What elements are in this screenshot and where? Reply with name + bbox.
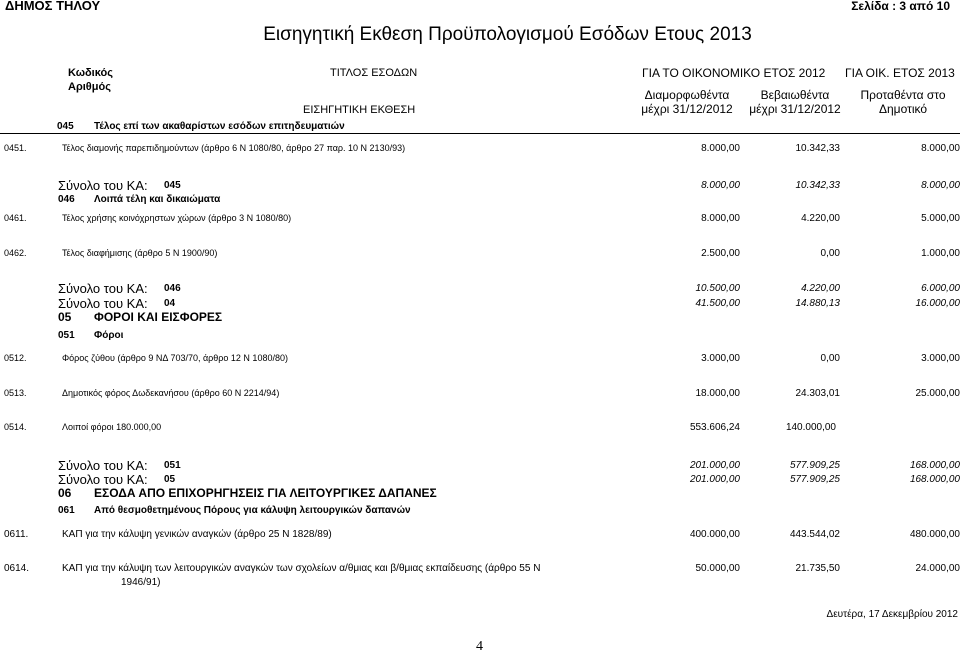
- col-formed-l2: μέχρι 31/12/2012: [641, 102, 733, 116]
- col-income-title: ΤΙΤΛΟΣ ΕΣΟΔΩΝ: [330, 67, 418, 79]
- page-indicator: Σελίδα : 3 από 10: [851, 0, 950, 13]
- col-proposed-l2: Δημοτικό: [878, 102, 928, 116]
- group-label: Λοιπά τέλη και δικαιώματα: [94, 194, 221, 205]
- row-proposed: 25.000,00: [915, 388, 960, 399]
- page-number: 4: [476, 639, 483, 654]
- row-proposed: 5.000,00: [921, 213, 960, 224]
- footer-date: Δευτέρα, 17 Δεκεμβρίου 2012: [826, 609, 958, 620]
- row-confirmed: 24.303,01: [795, 388, 840, 399]
- total-confirmed: 577.909,25: [789, 474, 840, 485]
- total-code: 051: [164, 460, 181, 471]
- col-code-l1: Κωδικός: [68, 67, 113, 79]
- row-code: 0513.: [4, 388, 27, 398]
- total-formed: 8.000,00: [701, 180, 740, 191]
- row-formed: 3.000,00: [701, 353, 740, 364]
- row-formed: 8.000,00: [701, 143, 740, 154]
- municipality-name: ΔΗΜΟΣ ΤΗΛΟΥ: [5, 0, 101, 13]
- row-proposed: 1.000,00: [921, 248, 960, 259]
- total-label: Σύνολο του ΚΑ:: [58, 472, 148, 487]
- group-code: 06: [58, 486, 72, 500]
- row-formed: 8.000,00: [701, 213, 740, 224]
- row-formed: 553.606,24: [689, 422, 740, 433]
- total-code: 04: [164, 298, 176, 309]
- report-title: Εισηγητική Εκθεση Προϋπολογισμού Εσόδων Ετους 2013: [263, 24, 752, 45]
- total-confirmed: 4.220,00: [801, 283, 840, 294]
- row-description-continued: 1946/91): [121, 577, 161, 588]
- row-confirmed: 0,00: [820, 248, 840, 259]
- row-proposed: 8.000,00: [921, 143, 960, 154]
- row-confirmed: 443.544,02: [789, 529, 840, 540]
- total-code: 045: [164, 180, 181, 191]
- row-description: Δημοτικός φόρος Δωδεκανήσου (άρθρο 60 Ν 2214/94): [62, 388, 280, 398]
- row-code: 0462.: [4, 248, 27, 258]
- total-proposed: 168.000,00: [909, 460, 960, 471]
- row-formed: 2.500,00: [701, 248, 740, 259]
- total-confirmed: 14.880,13: [795, 298, 840, 309]
- row-formed: 18.000,00: [695, 388, 740, 399]
- row-confirmed: 0,00: [820, 353, 840, 364]
- row-description: ΚΑΠ για την κάλυψη των λειτουργικών αναγκών των σχολείων α/θμιας και β/θμιας εκπαίδευσης (άρθρο 55 Ν: [62, 563, 541, 574]
- total-label: Σύνολο του ΚΑ:: [58, 178, 148, 193]
- row-code: 0451.: [4, 143, 27, 153]
- col-formed-l1: Διαμορφωθέντα: [644, 88, 730, 102]
- row-confirmed: 140.000,00: [785, 422, 836, 433]
- header-divider: [0, 133, 960, 134]
- row-proposed: 480.000,00: [909, 529, 960, 540]
- row-formed: 50.000,00: [695, 563, 740, 574]
- total-proposed: 16.000,00: [915, 298, 960, 309]
- group-code: 045: [57, 121, 74, 132]
- total-code: 05: [164, 474, 176, 485]
- total-code: 046: [164, 283, 181, 294]
- row-code: 0512.: [4, 353, 27, 363]
- col-report: ΕΙΣΗΓΗΤΙΚΗ ΕΚΘΕΣΗ: [303, 104, 416, 116]
- col-fy2013: ΓΙΑ ΟΙΚ. ΕΤΟΣ 2013: [845, 66, 955, 80]
- total-confirmed: 577.909,25: [789, 460, 840, 471]
- row-code: 0611.: [4, 529, 29, 540]
- row-proposed: 3.000,00: [921, 353, 960, 364]
- row-formed: 400.000,00: [689, 529, 740, 540]
- total-proposed: 6.000,00: [921, 283, 960, 294]
- total-label: Σύνολο του ΚΑ:: [58, 281, 148, 296]
- group-label: ΕΣΟΔΑ ΑΠΟ ΕΠΙΧΟΡΗΓΗΣΕΙΣ ΓΙΑ ΛΕΙΤΟΥΡΓΙΚΕΣ ΔΑΠΑΝΕΣ: [94, 486, 437, 500]
- col-fy2012: ΓΙΑ ΤΟ ΟΙΚΟΝΟΜΙΚΟ ΕΤΟΣ 2012: [642, 66, 826, 80]
- col-confirmed-l1: Βεβαιωθέντα: [760, 88, 830, 102]
- total-label: Σύνολο του ΚΑ:: [58, 296, 148, 311]
- row-description: Τέλος διαμονής παρεπιδημούντων (άρθρο 6 Ν 1080/80, άρθρο 27 παρ. 10 Ν 2130/93): [62, 143, 406, 153]
- row-confirmed: 21.735,50: [795, 563, 840, 574]
- row-description: Φόρος ζύθου (άρθρο 9 ΝΔ 703/70, άρθρο 12 Ν 1080/80): [62, 353, 288, 363]
- row-proposed: 24.000,00: [915, 563, 960, 574]
- total-proposed: 168.000,00: [909, 474, 960, 485]
- col-code-l2: Αριθμός: [68, 81, 111, 93]
- total-formed: 201.000,00: [689, 460, 740, 471]
- row-description: ΚΑΠ για την κάλυψη γενικών αναγκών (άρθρο 25 Ν 1828/89): [62, 529, 332, 540]
- col-proposed-l1: Προταθέντα στο: [860, 88, 946, 102]
- row-confirmed: 4.220,00: [801, 213, 840, 224]
- row-code: 0461.: [4, 213, 27, 223]
- group-code: 061: [58, 505, 75, 516]
- total-formed: 10.500,00: [695, 283, 740, 294]
- total-proposed: 8.000,00: [921, 180, 960, 191]
- group-code: 051: [58, 330, 75, 341]
- row-code: 0514.: [4, 422, 27, 432]
- total-formed: 201.000,00: [689, 474, 740, 485]
- group-label: Φόροι: [94, 330, 124, 341]
- group-code: 046: [58, 194, 75, 205]
- total-formed: 41.500,00: [695, 298, 740, 309]
- row-description: Λοιποί φόροι 180.000,00: [62, 422, 162, 432]
- row-confirmed: 10.342,33: [795, 143, 840, 154]
- total-label: Σύνολο του ΚΑ:: [58, 458, 148, 473]
- row-description: Τέλος διαφήμισης (άρθρο 5 Ν 1900/90): [62, 248, 218, 258]
- group-code: 05: [58, 310, 72, 324]
- group-label: Τέλος επί των ακαθαρίστων εσόδων επιτηδευματιών: [94, 121, 345, 132]
- group-label: ΦΟΡΟΙ ΚΑΙ ΕΙΣΦΟΡΕΣ: [94, 310, 223, 324]
- row-description: Τέλος χρήσης κοινόχρηστων χώρων (άρθρο 3 Ν 1080/80): [62, 213, 292, 223]
- row-code: 0614.: [4, 563, 30, 574]
- col-confirmed-l2: μέχρι 31/12/2012: [749, 102, 841, 116]
- group-label: Από θεσμοθετημένους Πόρους για κάλυψη λειτουργικών δαπανών: [94, 505, 411, 516]
- total-confirmed: 10.342,33: [795, 180, 840, 191]
